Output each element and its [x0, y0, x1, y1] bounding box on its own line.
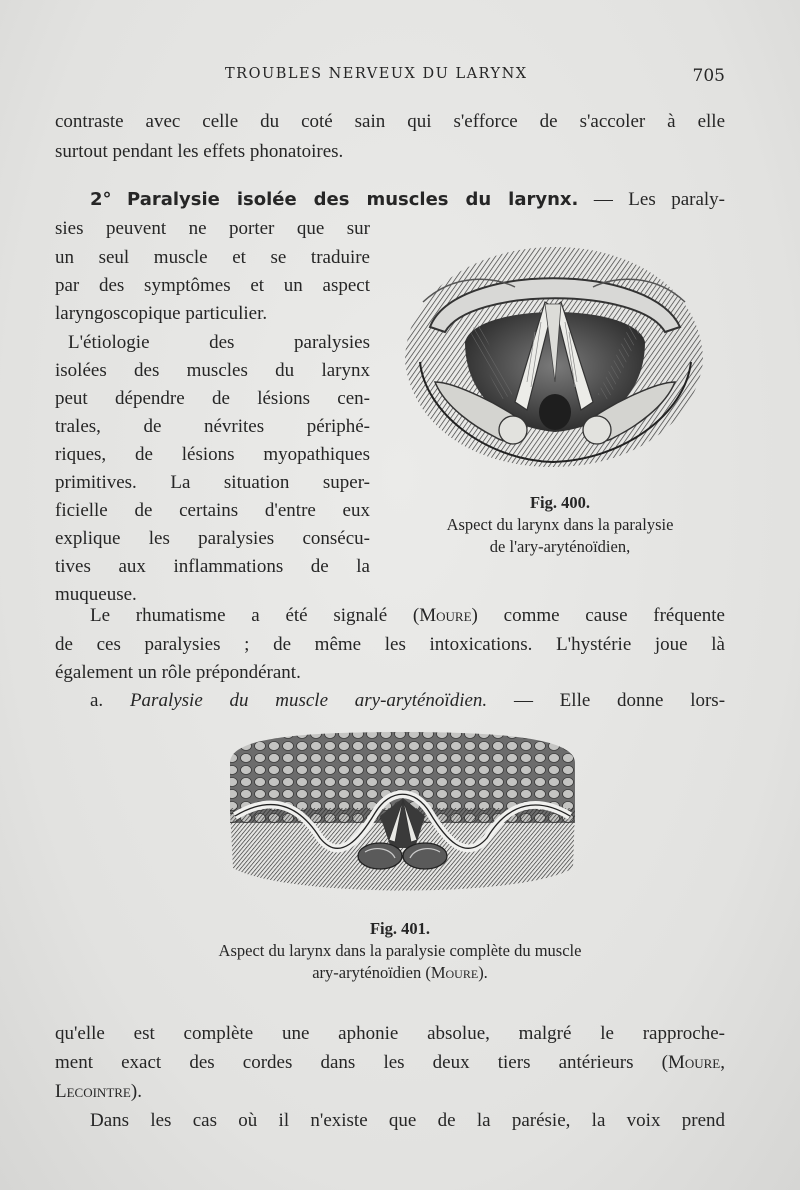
text-run: ary-aryténoïdien ( [312, 963, 431, 982]
figure-401-larynx-illustration [225, 728, 580, 903]
author-name: Moure [419, 605, 472, 626]
text-line: isolées des muscles du larynx [55, 360, 370, 381]
text-line: contraste avec celle du coté sain qui s'efforce de s'accoler à elle [55, 111, 725, 132]
figure-400-caption-line: Aspect du larynx dans la paralysie [446, 515, 674, 534]
text-line: tives aux inflammations de la [55, 556, 370, 577]
text-line: de ces paralysies ; de même les intoxications. L'hystérie joue là [55, 634, 725, 655]
text-line [90, 601, 725, 631]
page-number: 705 [692, 66, 725, 86]
text-run: ). [478, 963, 488, 982]
text-line: explique les paralysies consécu- [55, 528, 370, 549]
author-name: Moure, [667, 1052, 725, 1073]
text-line: surtout pendant les effets phonatoires. [55, 141, 344, 162]
figure-401-caption-line: Aspect du larynx dans la paralysie complète du muscle [218, 941, 582, 960]
figure-400-label: Fig. 400. [529, 493, 591, 512]
text-line: trales, de névrites périphé- [55, 416, 370, 437]
section-title: Paralysie isolée des muscles du larynx. [127, 189, 579, 210]
section-heading-line [90, 185, 725, 215]
figure-400-caption [400, 492, 720, 558]
text-line: par des symptômes et un aspect [55, 275, 370, 296]
text-line: muqueuse. [55, 584, 137, 605]
text-line: qu'elle est complète une aphonie absolue, malgré le rapproche- [55, 1023, 725, 1044]
text-line [55, 1077, 142, 1107]
text-line: laryngoscopique particulier. [55, 303, 268, 324]
figure-400-larynx-illustration [395, 232, 710, 477]
text-line [55, 1048, 725, 1078]
text-run: ment exact des cordes dans les deux tiers antérieurs ( [55, 1052, 668, 1073]
section-number: 2° [90, 189, 112, 210]
figure-401-caption-line [100, 962, 700, 984]
figure-401-label: Fig. 401. [369, 919, 431, 938]
text-run: ). [130, 1081, 142, 1102]
figure-401-caption [100, 918, 700, 984]
text-line: primitives. La situation super- [55, 472, 370, 493]
subsection-title: Paralysie du muscle ary-aryténoïdien. [129, 690, 488, 711]
author-name: Lecointre [55, 1081, 131, 1102]
subsection-rest: — Elle donne lors- [513, 690, 726, 711]
text-run: ) comme cause fréquente [471, 605, 725, 626]
running-title: TROUBLES NERVEUX DU LARYNX [225, 66, 528, 82]
subsection-heading-line [90, 686, 725, 716]
section-rest: — Les paraly- [593, 189, 726, 210]
text-line: L'étiologie des paralysies [68, 332, 370, 353]
running-head [55, 66, 725, 90]
text-line: riques, de lésions myopathiques [55, 444, 370, 465]
subsection-label: a. [90, 690, 104, 711]
figure-400-caption-line: de l'ary-aryténoïdien, [489, 537, 631, 556]
text-line: un seul muscle et se traduire [55, 247, 370, 268]
author-name: Moure [430, 963, 479, 982]
text-line: Dans les cas où il n'existe que de la parésie, la voix prend [90, 1110, 725, 1131]
text-line: peut dépendre de lésions cen- [55, 388, 370, 409]
text-line: ficielle de certains d'entre eux [55, 500, 370, 521]
text-run: Le rhumatisme a été signalé ( [90, 605, 420, 626]
text-line: sies peuvent ne porter que sur [55, 218, 370, 239]
text-line: également un rôle prépondérant. [55, 662, 301, 683]
